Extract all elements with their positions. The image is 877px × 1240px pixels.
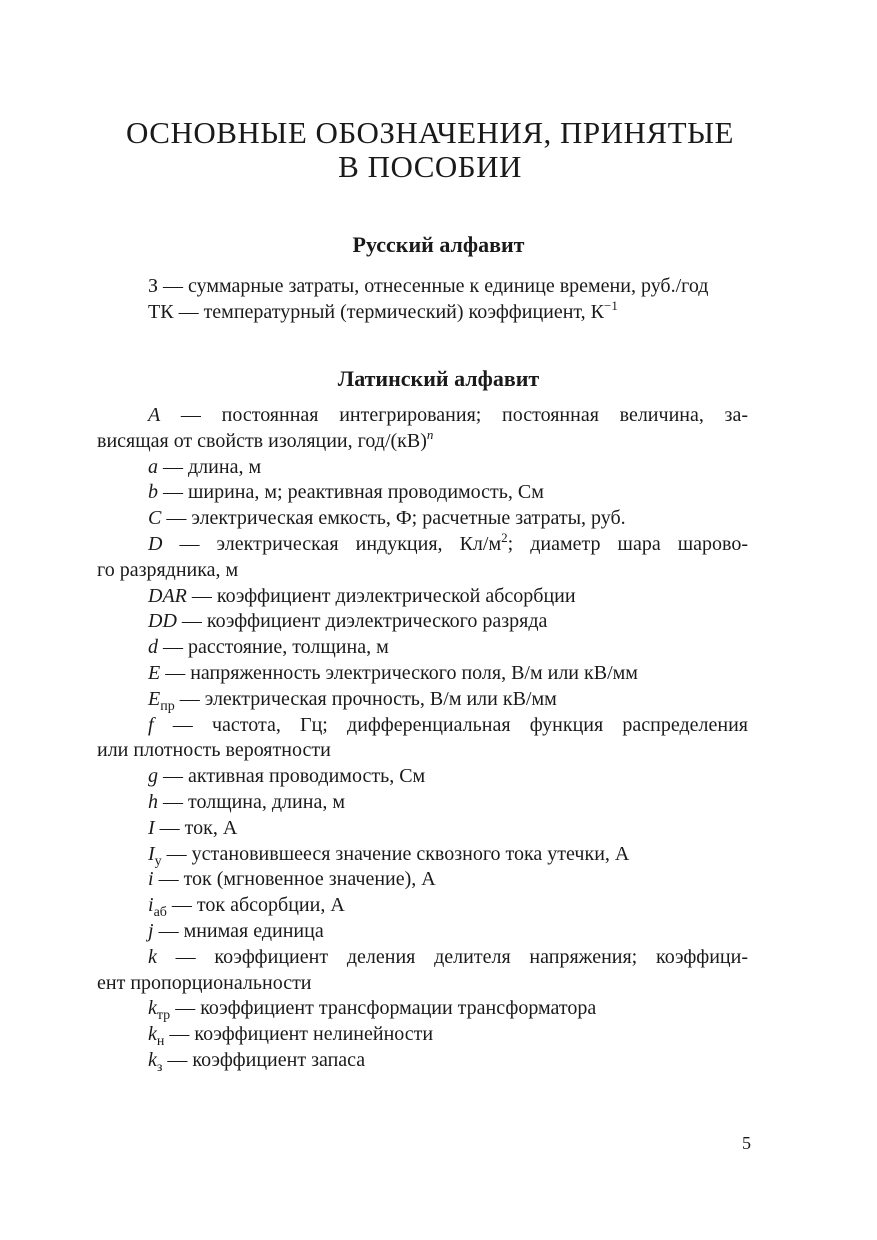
notation-symbol: f	[148, 713, 154, 736]
notation-entry	[97, 764, 748, 790]
entry-line	[97, 661, 748, 687]
entry-line	[97, 274, 748, 300]
notation-entry	[97, 297, 748, 326]
description-text: — частота, Гц; дифференциальная функция распределения	[153, 713, 748, 736]
entry-line	[97, 403, 748, 429]
notation-symbol: k	[148, 997, 157, 1020]
description-text: — электрическая емкость, Ф; расчетные затраты, руб.	[161, 507, 626, 530]
title-line-1: ОСНОВНЫЕ ОБОЗНАЧЕНИЯ, ПРИНЯТЫЕ	[126, 115, 734, 150]
description-text: или плотность вероятности	[97, 739, 331, 762]
description-text: — ток (мгновенное значение), А	[153, 868, 436, 891]
notation-symbol: З	[148, 275, 159, 297]
entry-line	[97, 996, 748, 1022]
notation-symbol: k	[148, 1048, 157, 1071]
notation-subscript: з	[156, 1059, 163, 1075]
title-line-2: В ПОСОБИИ	[338, 149, 522, 184]
description-text: — активная проводимость, См	[158, 765, 426, 788]
entry-line	[97, 816, 748, 842]
notation-symbol: E	[148, 661, 161, 684]
entry-line	[97, 1048, 748, 1074]
entry-line	[97, 1022, 748, 1048]
notation-symbol: I	[148, 842, 155, 865]
notation-symbol: DD	[148, 610, 177, 633]
description-text: — электрическая индукция, Кл/м	[162, 532, 502, 555]
notation-symbol: b	[148, 481, 158, 504]
description-text: — напряженность электрического поля, В/м или кВ/мм	[160, 661, 638, 684]
notation-symbol: i	[148, 868, 154, 891]
notation-symbol: g	[148, 765, 158, 788]
notation-subscript: пр	[160, 698, 175, 714]
superscript: −1	[604, 297, 618, 313]
description-text: ; диаметр шара шарово-	[507, 532, 748, 555]
notation-symbol: a	[148, 455, 158, 478]
notation-entry	[97, 403, 748, 455]
notation-entry	[97, 919, 748, 945]
latin-alphabet-heading: Латинский алфавит	[337, 366, 540, 391]
notation-entry	[97, 816, 748, 842]
entry-line	[97, 635, 748, 661]
description-text: — коэффициент запаса	[162, 1048, 366, 1071]
superscript: 2	[501, 529, 508, 545]
entry-line	[97, 971, 748, 997]
notation-symbol: d	[148, 636, 158, 659]
notation-entry	[97, 584, 748, 610]
entry-line	[97, 713, 748, 739]
entry-line	[97, 867, 748, 893]
notation-entry	[97, 274, 748, 300]
notation-entry	[97, 1048, 748, 1074]
description-text: — длина, м	[158, 455, 262, 478]
notation-symbol: DAR	[148, 584, 187, 607]
notation-entry	[97, 713, 748, 765]
page-title	[0, 116, 860, 184]
description-text: — коэффициент трансформации трансформатора	[170, 997, 597, 1020]
description-text: ент пропорциональности	[97, 971, 312, 994]
notation-entry	[97, 506, 748, 532]
notation-entry	[97, 609, 748, 635]
entry-line	[97, 764, 748, 790]
description-text: — мнимая единица	[153, 919, 324, 942]
notation-subscript: тр	[156, 1008, 171, 1024]
notation-entry	[97, 996, 748, 1022]
entry-line	[97, 919, 748, 945]
entry-line	[97, 455, 748, 481]
description-text: — электрическая прочность, В/м или кВ/мм	[174, 687, 557, 710]
entry-line	[97, 945, 748, 971]
notation-symbol: E	[148, 687, 161, 710]
notation-entry	[97, 455, 748, 481]
notation-symbol: k	[148, 1023, 157, 1046]
entry-line	[97, 893, 748, 919]
notation-entry	[97, 661, 748, 687]
notation-symbol: I	[148, 816, 155, 839]
notation-symbol: C	[148, 507, 162, 530]
notation-symbol: A	[148, 404, 161, 426]
notation-symbol: j	[148, 919, 154, 942]
notation-entry	[97, 867, 748, 893]
notation-symbol: h	[148, 790, 158, 813]
description-text: — коэффициент деления делителя напряжения; коэффици-	[156, 945, 748, 968]
notation-entry	[97, 945, 748, 997]
description-text: висящая от свойств изоляции, год/(кВ)	[97, 429, 427, 452]
description-text: — коэффициент диэлектрической абсорбции	[186, 584, 576, 607]
description-text: — расстояние, толщина, м	[158, 636, 389, 659]
description-text: — суммарные затраты, отнесенные к единице времени, руб./год	[158, 275, 709, 297]
description-text: — ширина, м; реактивная проводимость, См	[158, 481, 544, 504]
description-text: — ток, А	[154, 816, 238, 839]
description-text: — температурный (термический) коэффициент, К	[173, 300, 605, 323]
entry-line	[97, 506, 748, 532]
notation-entry	[97, 529, 748, 584]
description-text: — ток абсорбции, А	[166, 894, 345, 917]
russian-alphabet-heading: Русский алфавит	[352, 232, 525, 257]
entry-line	[97, 480, 748, 506]
notation-entry	[97, 893, 748, 919]
entry-line	[97, 584, 748, 610]
notation-entry	[97, 790, 748, 816]
russian-entries	[97, 274, 748, 326]
description-text: го разрядника, м	[97, 558, 239, 581]
entry-line	[97, 529, 748, 558]
notation-symbol: i	[148, 894, 154, 917]
description-text: — толщина, длина, м	[158, 790, 345, 813]
notation-entry	[97, 480, 748, 506]
entry-line	[97, 609, 748, 635]
notation-symbol: k	[148, 945, 157, 968]
entry-line	[97, 426, 748, 455]
notation-subscript: н	[156, 1034, 165, 1050]
description-text: — установившееся значение сквозного тока утечки, А	[161, 842, 630, 865]
notation-symbol: ТК	[148, 300, 174, 323]
entry-line	[97, 738, 748, 764]
entry-line	[97, 842, 748, 868]
description-text: — коэффициент диэлектрического разряда	[176, 610, 548, 633]
notation-entry	[97, 842, 748, 868]
entry-line	[97, 790, 748, 816]
notation-subscript: у	[154, 853, 162, 869]
latin-entries	[97, 403, 748, 1074]
superscript: n	[426, 426, 434, 442]
description-text: — постоянная интегрирования; постоянная величина, за-	[160, 404, 748, 426]
page-number: 5	[742, 1133, 751, 1153]
notation-entry	[97, 687, 748, 713]
notation-entry	[97, 1022, 748, 1048]
entry-line	[97, 297, 748, 326]
notation-symbol: D	[148, 532, 163, 555]
entry-line	[97, 687, 748, 713]
entry-line	[97, 558, 748, 584]
notation-entry	[97, 635, 748, 661]
description-text: — коэффициент нелинейности	[164, 1023, 434, 1046]
notation-subscript: аб	[153, 905, 167, 921]
